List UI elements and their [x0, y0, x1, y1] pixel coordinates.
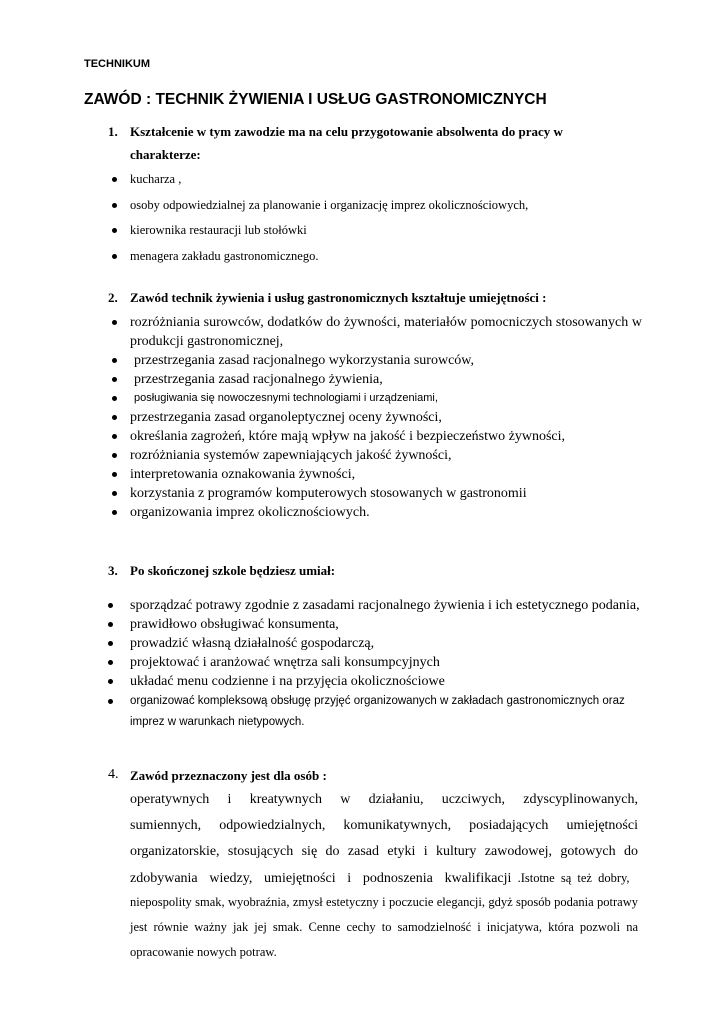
bullet-icon — [112, 415, 117, 420]
bullet-icon — [112, 203, 117, 208]
section2-list — [112, 313, 642, 522]
bullet-icon — [112, 228, 117, 233]
list-item: interpretowania oznakowania żywności, — [112, 465, 642, 484]
bullet-icon — [112, 396, 117, 401]
section4-paragraph-line3: organizatorskie, stosujących się do zasad etyki i kultury zawodowej, gotowych do — [130, 844, 638, 859]
bullet-icon — [108, 641, 113, 646]
list-item: menagera zakładu gastronomicznego. — [112, 247, 632, 273]
list-item: przestrzegania zasad organoleptycznej oceny żywności, — [112, 408, 642, 427]
bullet-icon — [108, 660, 113, 665]
section1-number: 1. — [108, 124, 118, 139]
section4-paragraph-line4-tail: .Istotne są też dobry, — [511, 871, 630, 885]
section1-heading-line1: Kształcenie w tym zawodzie ma na celu przygotowanie absolwenta do pracy w — [130, 124, 563, 139]
section4-heading: Zawód przeznaczony jest dla osób : — [130, 768, 327, 783]
section4-paragraph-line1: operatywnych i kreatywnych w działaniu, uczciwych, zdyscyplinowanych, — [130, 792, 638, 807]
section4-paragraph-line2: sumiennych, odpowiedzialnych, komunikatywnych, posiadających umiejętności — [130, 818, 638, 833]
list-item: korzystania z programów komputerowych stosowanych w gastronomii — [112, 484, 642, 503]
section4-paragraph-rest: niepospolity smak, wyobraźnia, zmysł estetyczny i poczucie elegancji, gdyż sposób podania potrawy jest równie ważny jak jej smak. Cenne cechy to samodzielność i inicjatywa, która pozwoli na opracowanie nowych potraw. — [130, 895, 638, 959]
bullet-icon — [108, 699, 113, 704]
section2-number: 2. — [108, 290, 118, 305]
list-item: prowadzić własną działalność gospodarczą, — [108, 634, 648, 653]
list-item: kucharza , — [112, 170, 632, 196]
section3-number: 3. — [108, 563, 118, 578]
list-item: rozróżniania systemów zapewniających jakość żywności, — [112, 446, 642, 465]
bullet-icon — [112, 472, 117, 477]
bullet-icon — [112, 510, 117, 515]
section4-paragraph-line4-main: zdobywania wiedzy, umiejętności i podnoszenia kwalifikacji — [130, 871, 512, 886]
list-item: sporządzać potrawy zgodnie z zasadami racjonalnego żywienia i ich estetycznego podania, — [108, 596, 648, 615]
list-item: określania zagrożeń, które mają wpływ na jakość i bezpieczeństwo żywności, — [112, 427, 642, 446]
section1-heading-line2: charakterze: — [130, 147, 201, 162]
section4-paragraph-line4 — [130, 865, 638, 892]
list-item: organizowania imprez okolicznościowych. — [112, 503, 642, 522]
list-item: kierownika restauracji lub stołówki — [112, 221, 632, 247]
page-title: ZAWÓD : TECHNIK ŻYWIENIA I USŁUG GASTRONOMICZNYCH — [84, 91, 547, 108]
bullet-icon — [112, 358, 117, 363]
section3-heading: Po skończonej szkole będziesz umiał: — [130, 563, 336, 578]
section2-heading: Zawód technik żywienia i usług gastronomicznych kształtuje umiejętności : — [130, 290, 547, 305]
list-item: układać menu codzienne i na przyjęcia okolicznościowe — [108, 672, 648, 691]
bullet-icon — [112, 377, 117, 382]
list-item: przestrzegania zasad racjonalnego wykorzystania surowców, — [112, 351, 642, 370]
bullet-icon — [112, 434, 117, 439]
list-item: projektować i aranżować wnętrza sali konsumpcyjnych — [108, 653, 648, 672]
section1-list — [112, 170, 632, 272]
list-item: rozróżniania surowców, dodatków do żywności, materiałów pomocniczych stosowanych w produkcji gastronomicznej, — [112, 313, 642, 351]
list-item: prawidłowo obsługiwać konsumenta, — [108, 615, 648, 634]
list-item: osoby odpowiedzialnej za planowanie i organizację imprez okolicznościowych, — [112, 196, 632, 222]
bullet-icon — [112, 177, 117, 182]
section4-number: 4. — [108, 767, 119, 782]
list-item: przestrzegania zasad racjonalnego żywienia, — [112, 370, 642, 389]
bullet-icon — [112, 320, 117, 325]
bullet-icon — [112, 254, 117, 259]
bullet-icon — [108, 679, 113, 684]
list-item: posługiwania się nowoczesnymi technologiami i urządzeniami, — [112, 389, 642, 408]
section3-list — [108, 596, 648, 733]
bullet-icon — [108, 622, 113, 627]
bullet-icon — [112, 491, 117, 496]
list-item: organizować kompleksową obsługę przyjęć organizowanych w zakładach gastronomicznych oraz imprez w warunkach nietypowych. — [108, 691, 648, 733]
bullet-icon — [112, 453, 117, 458]
bullet-icon — [108, 603, 113, 608]
school-type-label: TECHNIKUM — [84, 58, 150, 70]
